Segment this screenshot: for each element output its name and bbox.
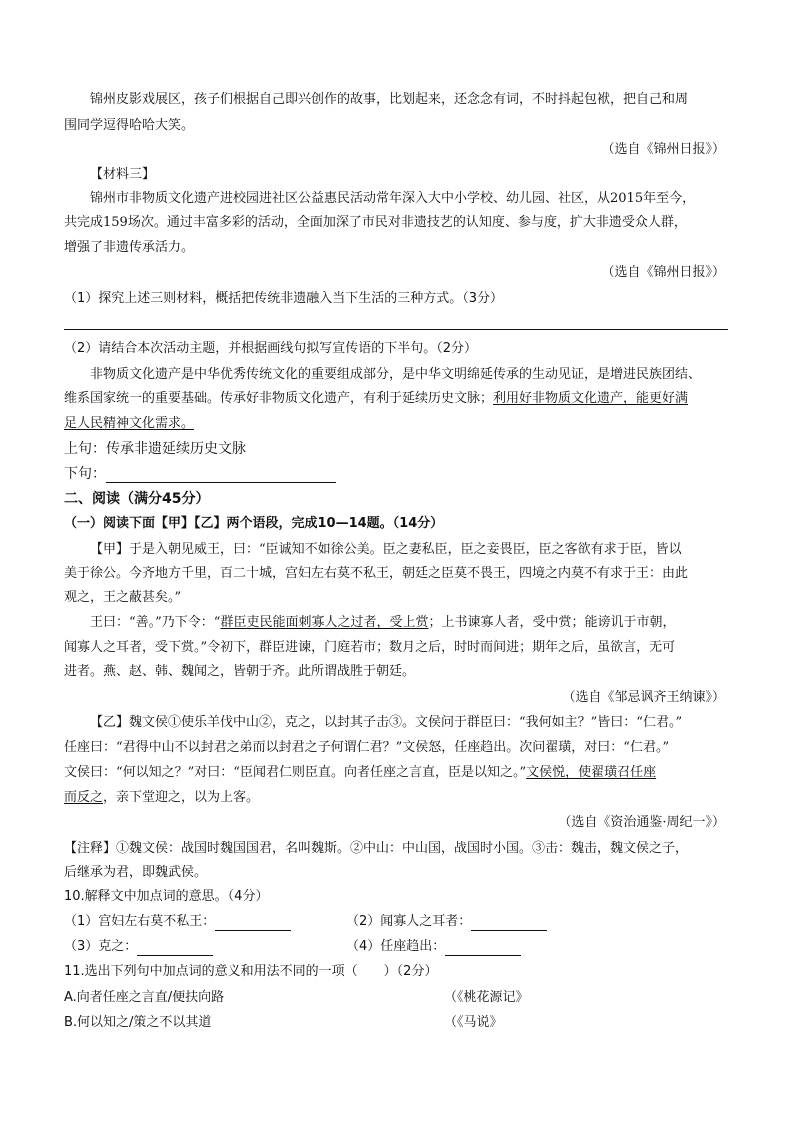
notes-line2: 后继承为君，即魏武侯。 bbox=[64, 865, 208, 880]
slogan-lower: 下句： bbox=[64, 465, 336, 483]
q2-paragraph-line3 bbox=[64, 415, 194, 433]
jia-line1: 【甲】于是入朝见威王，曰：“臣诚知不如徐公美。臣之妻私臣，臣之妾畏臣，臣之客欲有求于臣，皆以 bbox=[90, 542, 682, 557]
section-subtitle: （一）阅读下面【甲】【乙】两个语段，完成10—14题。（14分） bbox=[64, 516, 444, 531]
option-a-source: （《桃花源记》 bbox=[444, 990, 529, 1005]
slogan-upper: 上句：传承非遗延续历史文脉 bbox=[64, 441, 246, 457]
yi-line1: 【乙】魏文侯①使乐羊伐中山②，克之，以封其子击③。文侯问于群臣曰：“我何如主？”皆曰：“仁君。” bbox=[90, 715, 683, 730]
section-title: 二、阅读（满分45分） bbox=[64, 491, 210, 507]
answer-blank-q10-3[interactable] bbox=[137, 941, 213, 956]
q10-item-3: （3）克之： bbox=[64, 938, 213, 956]
material2-source: （选自《锦州日报》） bbox=[601, 142, 725, 157]
yi-line2: 任座曰：“君得中山不以封君之弟而以封君之子何谓仁君？”文侯怒，任座趋出。次问翟璜，对曰：“仁君。” bbox=[64, 740, 670, 755]
q10-item-2: （2）闻寡人之耳者： bbox=[346, 913, 547, 931]
question-11: 11.选出下列句中加点词的意义和用法不同的一项（ ）（2分） bbox=[64, 964, 438, 979]
underlined-sentence: 利用好非物质文化遗产，能更好满 bbox=[493, 391, 689, 406]
answer-blank-lower[interactable] bbox=[106, 468, 336, 483]
material2-line2: 围同学逗得哈哈大笑。 bbox=[64, 118, 195, 133]
yi-source: （选自《资治通鉴·周纪一》） bbox=[558, 815, 725, 830]
jia-line6: 进者。燕、赵、韩、魏闻之，皆朝于齐。此所谓战胜于朝廷。 bbox=[64, 664, 416, 679]
q10-item-4: （4）任座趋出： bbox=[346, 938, 521, 956]
material2-line1: 锦州皮影戏展区，孩子们根据自己即兴创作的故事，比划起来，还念念有词，不时抖起包袱，把自己和周 bbox=[90, 92, 689, 107]
material3-line2: 共完成159场次。通过丰富多彩的活动，全面加深了市民对非遗技艺的认知度、参与度，扩大非遗受众人群， bbox=[64, 215, 687, 230]
yi-line4: 而反之，亲下堂迎之，以为上客。 bbox=[64, 790, 260, 805]
jia-line2: 美于徐公。今齐地方千里，百二十城，宫妇左右莫不私王，朝廷之臣莫不畏王，四境之内莫不有求于王：由此 bbox=[64, 566, 689, 581]
yi-underlined: 文侯悦，使翟璜召任座 bbox=[526, 765, 657, 780]
material3-line3: 增强了非遗传承活力。 bbox=[64, 240, 195, 255]
yi-underlined-end: 而反之 bbox=[64, 790, 104, 805]
q2-paragraph-line1: 非物质文化遗产是中华优秀传统文化的重要组成部分，是中华文明绵延传承的生动见证，是增进民族团结、 bbox=[90, 367, 702, 382]
answer-blank-q10-2[interactable] bbox=[471, 916, 547, 931]
answer-line-q1[interactable] bbox=[64, 329, 728, 330]
question-2: （2）请结合本次活动主题，并根据画线句拟写宣传语的下半句。（2分） bbox=[64, 341, 478, 356]
yi-line3: 文侯曰：“何以知之？”对曰：“臣闻君仁则臣直。向者任座之言直，臣是以知之。”文侯悦，使翟璜召任座 bbox=[64, 765, 657, 780]
option-b[interactable]: B.何以知之/策之不以其道 bbox=[64, 1015, 212, 1030]
q2-paragraph-line2: 维系国家统一的重要基础。传承好非物质文化遗产，有利于延续历史文脉；利用好非物质文化遗产，能更好满 bbox=[64, 391, 689, 406]
answer-blank-q10-1[interactable] bbox=[215, 916, 291, 931]
jia-line5: 闻寡人之耳者，受下赏。”令初下，群臣进谏，门庭若市；数月之后，时时而间进；期年之后，虽欲言，无可 bbox=[64, 640, 676, 655]
question-1: （1）探究上述三则材料，概括把传统非遗融入当下生活的三种方式。（3分） bbox=[64, 291, 504, 306]
question-10: 10.解释文中加点词的意思。（4分） bbox=[64, 889, 269, 904]
notes-line1: 【注释】①魏文侯：战国时魏国国君，名叫魏斯。②中山：中山国，战国时小国。③击：魏击，魏文侯之子， bbox=[64, 841, 689, 856]
answer-blank-q10-4[interactable] bbox=[445, 941, 521, 956]
material3-source: （选自《锦州日报》） bbox=[601, 265, 725, 280]
option-b-source: （《马说》 bbox=[444, 1015, 503, 1030]
option-a[interactable]: A.向者任座之言直/便扶向路 bbox=[64, 990, 225, 1005]
jia-underlined: 群臣吏民能面刺寡人之过者，受上赏 bbox=[220, 615, 429, 630]
q10-item-1: （1）宫妇左右莫不私王： bbox=[64, 913, 291, 931]
underlined-sentence-end: 足人民精神文化需求。 bbox=[64, 416, 195, 431]
jia-source: （选自《邹忌讽齐王纳谏》） bbox=[562, 690, 725, 705]
material3-line1: 锦州市非物质文化遗产进校园进社区公益惠民活动常年深入大中小学校、幼儿园、社区，从2015年至今， bbox=[90, 191, 696, 206]
jia-line3: 观之，王之蔽甚矣。” bbox=[64, 590, 182, 605]
jia-line4: 王曰：“善。”乃下令：“群臣吏民能面刺寡人之过者，受上赏；上书谏寡人者，受中赏；能谤讥于市朝， bbox=[90, 615, 676, 630]
material3-heading: 【材料三】 bbox=[90, 167, 156, 182]
